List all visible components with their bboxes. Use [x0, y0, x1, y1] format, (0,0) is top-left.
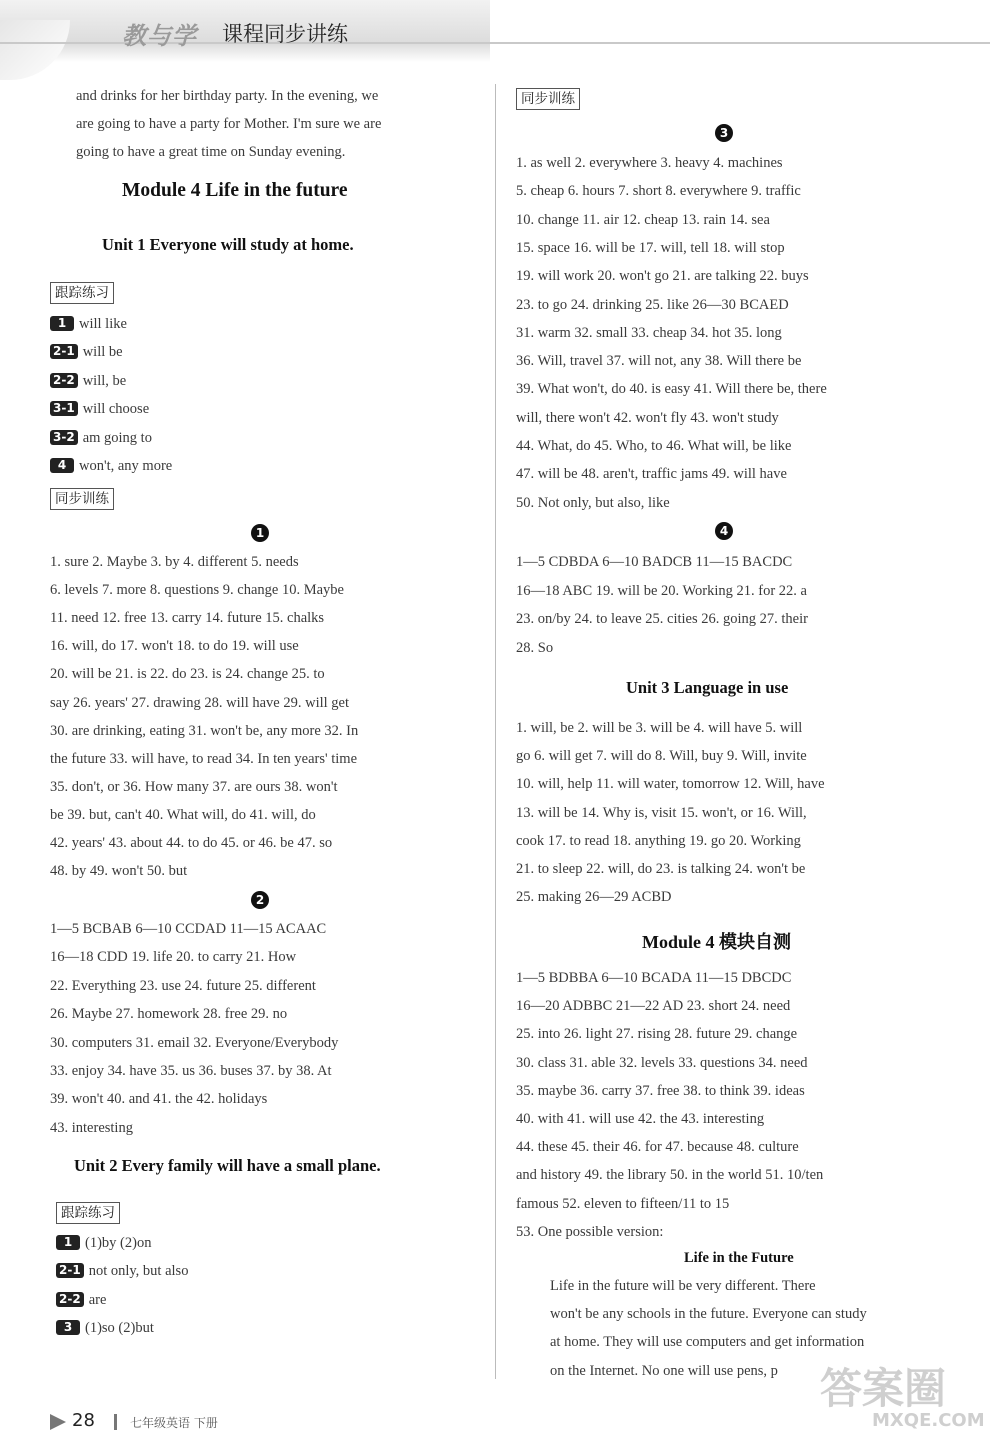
answer-line: 44. What, do 45. Who, to 46. What will, be like	[516, 438, 792, 454]
answer-line: 1—5 BCBAB 6—10 CCDAD 11—15 ACAAC	[50, 921, 327, 937]
track-item	[50, 456, 172, 476]
answer-line: 13. will be 14. Why is, visit 15. won't, or 16. Will,	[516, 804, 807, 821]
book-title: 七年级英语 下册	[130, 1416, 218, 1430]
track-item	[50, 428, 152, 448]
item-answer: are	[88, 1291, 107, 1308]
item-number-badge: 3-2	[50, 430, 78, 445]
answer-line: 30. computers 31. email 32. Everyone/Everybody	[50, 1034, 339, 1051]
answer-line: 16—18 ABC 19. will be 20. Working 21. for 22. a	[516, 582, 807, 599]
answer-line: 1. will, be 2. will be 3. will be 4. will have 5. will	[516, 720, 803, 736]
exercise-marker: 1	[251, 524, 269, 542]
track-item	[56, 1290, 106, 1310]
answer-line: 11. need 12. free 13. carry 14. future 15. chalks	[50, 610, 325, 627]
answer-line: go 6. will get 7. will do 8. Will, buy 9. Will, invite	[516, 748, 807, 765]
arrow-icon	[50, 1414, 66, 1430]
answer-line: 23. on/by 24. to leave 25. cities 26. going 27. their	[516, 611, 808, 627]
answer-line: and history 49. the library 50. in the world 51. 10/ten	[516, 1167, 824, 1184]
item-answer: won't, any more	[79, 458, 173, 474]
track-item	[56, 1261, 188, 1281]
answer-line: 23. to go 24. drinking 25. like 26—30 BCAED	[516, 296, 789, 313]
intro-line: and drinks for her birthday party. In the evening, we	[76, 88, 379, 104]
answer-line: 25. making 26—29 ACBD	[516, 889, 672, 906]
track-item	[50, 371, 126, 391]
item-number-badge: 4	[50, 458, 74, 473]
unit-title: Unit 1 Everyone will study at home.	[102, 235, 354, 254]
series-title: 课程同步讲练	[222, 22, 348, 46]
answer-line: 28. So	[516, 639, 554, 656]
answer-line: 50. Not only, but also, like	[516, 494, 670, 511]
answer-line: 40. with 41. will use 42. the 43. interesting	[516, 1111, 765, 1127]
answer-line: 43. interesting	[50, 1119, 133, 1136]
watermark-url: MXQE.COM	[872, 1410, 985, 1431]
item-answer: am going to	[82, 429, 152, 446]
module-title: Module 4 Life in the future	[122, 180, 348, 201]
item-answer: will choose	[82, 401, 150, 418]
exercise-marker: 2	[251, 891, 269, 909]
answer-line: 39. What won't, do 40. is easy 41. Will there be, there	[516, 381, 827, 398]
answer-line: won't be any schools in the future. Everyone can study	[550, 1306, 867, 1323]
exercise-marker: 4	[715, 522, 733, 540]
answer-line: 1—5 BDBBA 6—10 BCADA 11—15 DBCDC	[516, 970, 792, 986]
exercise-marker: 3	[715, 124, 733, 142]
answer-line: at home. They will use computers and get information	[550, 1334, 865, 1351]
intro-line: are going to have a party for Mother. I'm sure we are	[76, 116, 382, 132]
answer-line: 53. One possible version:	[516, 1223, 664, 1240]
answer-line: 19. will work 20. won't go 21. are talking 22. buys	[516, 268, 809, 285]
answer-line: 25. into 26. light 27. rising 28. future 29. change	[516, 1026, 798, 1043]
answer-line: 1. as well 2. everywhere 3. heavy 4. machines	[516, 155, 783, 171]
item-number-badge: 2-2	[56, 1292, 84, 1307]
module-test-title: Module 4 模块自测	[642, 932, 792, 952]
item-number-badge: 2-2	[50, 373, 78, 388]
unit-title: Unit 3 Language in use	[626, 678, 789, 697]
answer-line: 6. levels 7. more 8. questions 9. change 10. Maybe	[50, 582, 344, 599]
answer-line: will, there won't 42. won't fly 43. won't study	[516, 409, 779, 426]
answer-line: be 39. but, can't 40. What will, do 41. will, do	[50, 806, 316, 823]
answer-line: 1. sure 2. Maybe 3. by 4. different 5. needs	[50, 554, 299, 570]
answer-line: 1—5 CDBDA 6—10 BADCB 11—15 BACDC	[516, 554, 793, 570]
watermark-text: 答案圈	[820, 1364, 947, 1413]
footer-divider	[114, 1414, 117, 1430]
item-number-badge: 1	[50, 316, 74, 331]
section-tag-sync: 同步训练	[516, 88, 580, 110]
unit-title: Unit 2 Every family will have a small plane.	[74, 1156, 381, 1175]
track-item	[50, 342, 123, 362]
answer-line: 30. are drinking, eating 31. won't be, any more 32. In	[50, 722, 359, 739]
item-answer: (1)by (2)on	[85, 1235, 152, 1251]
section-tag-sync: 同步训练	[50, 488, 114, 510]
item-number-badge: 2-1	[56, 1263, 84, 1278]
column-divider	[495, 84, 496, 1379]
section-tag-track: 跟踪练习	[56, 1202, 120, 1224]
item-number-badge: 2-1	[50, 344, 78, 359]
answer-line: 48. by 49. won't 50. but	[50, 863, 188, 880]
answer-line: 5. cheap 6. hours 7. short 8. everywhere 9. traffic	[516, 183, 801, 200]
track-item	[56, 1318, 154, 1338]
item-answer: (1)so (2)but	[85, 1319, 154, 1336]
answer-line: 21. to sleep 22. will, do 23. is talking 24. won't be	[516, 861, 806, 877]
page-header	[0, 0, 1000, 70]
answer-line: 33. enjoy 34. have 35. us 36. buses 37. by 38. At	[50, 1063, 332, 1079]
answer-line: 16—20 ADBBC 21—22 AD 23. short 24. need	[516, 998, 791, 1015]
item-answer: not only, but also	[88, 1263, 189, 1280]
answer-line: 36. Will, travel 37. will not, any 38. Will there be	[516, 353, 802, 370]
brand-logo: 教与学	[122, 21, 197, 50]
answer-line: say 26. years' 27. drawing 28. will have 29. will get	[50, 694, 349, 711]
answer-line: 16—18 CDD 19. life 20. to carry 21. How	[50, 949, 297, 966]
track-item	[50, 399, 149, 419]
item-number-badge: 3	[56, 1320, 80, 1335]
answer-line: 15. space 16. will be 17. will, tell 18. will stop	[516, 239, 785, 256]
answer-line: the future 33. will have, to read 34. In ten years' time	[50, 750, 358, 767]
answer-line: 10. change 11. air 12. cheap 13. rain 14. sea	[516, 211, 770, 228]
answer-line: cook 17. to read 18. anything 19. go 20. Working	[516, 832, 801, 849]
answer-line: 42. years' 43. about 44. to do 45. or 46. be 47. so	[50, 835, 333, 851]
item-answer: will like	[79, 316, 127, 332]
answer-line: 16. will, do 17. won't 18. to do 19. will use	[50, 638, 299, 655]
intro-line: going to have a great time on Sunday evening.	[76, 144, 346, 160]
answer-line: 35. don't, or 36. How many 37. are ours 38. won't	[50, 778, 338, 795]
watermark-logo	[812, 1352, 990, 1434]
answer-line: 35. maybe 36. carry 37. free 38. to think 39. ideas	[516, 1082, 805, 1099]
page-number: 28	[72, 1410, 95, 1431]
answer-line: 31. warm 32. small 33. cheap 34. hot 35. long	[516, 324, 782, 341]
answer-line: famous 52. eleven to fifteen/11 to 15	[516, 1195, 730, 1212]
section-tag-track: 跟踪练习	[50, 282, 114, 304]
answer-line: 10. will, help 11. will water, tomorrow 12. Will, have	[516, 776, 825, 793]
track-item	[50, 314, 127, 334]
answer-line: 26. Maybe 27. homework 28. free 29. no	[50, 1006, 288, 1023]
item-answer: will be	[82, 344, 123, 361]
essay-title: Life in the Future	[684, 1250, 794, 1266]
answer-line: 22. Everything 23. use 24. future 25. different	[50, 977, 316, 994]
track-item	[56, 1233, 151, 1253]
answer-line: 39. won't 40. and 41. the 42. holidays	[50, 1091, 268, 1108]
item-number-badge: 3-1	[50, 401, 78, 416]
answer-line: 47. will be 48. aren't, traffic jams 49. will have	[516, 466, 787, 483]
answer-line: 44. these 45. their 46. for 47. because 48. culture	[516, 1139, 799, 1156]
answer-line: on the Internet. No one will use pens, p	[550, 1362, 778, 1379]
answer-line: 30. class 31. able 32. levels 33. questions 34. need	[516, 1054, 808, 1071]
answer-line: 20. will be 21. is 22. do 23. is 24. change 25. to	[50, 666, 325, 683]
header-swoosh	[0, 20, 70, 80]
item-answer: will, be	[82, 372, 127, 389]
answer-line: Life in the future will be very different. There	[550, 1278, 816, 1294]
item-number-badge: 1	[56, 1235, 80, 1250]
